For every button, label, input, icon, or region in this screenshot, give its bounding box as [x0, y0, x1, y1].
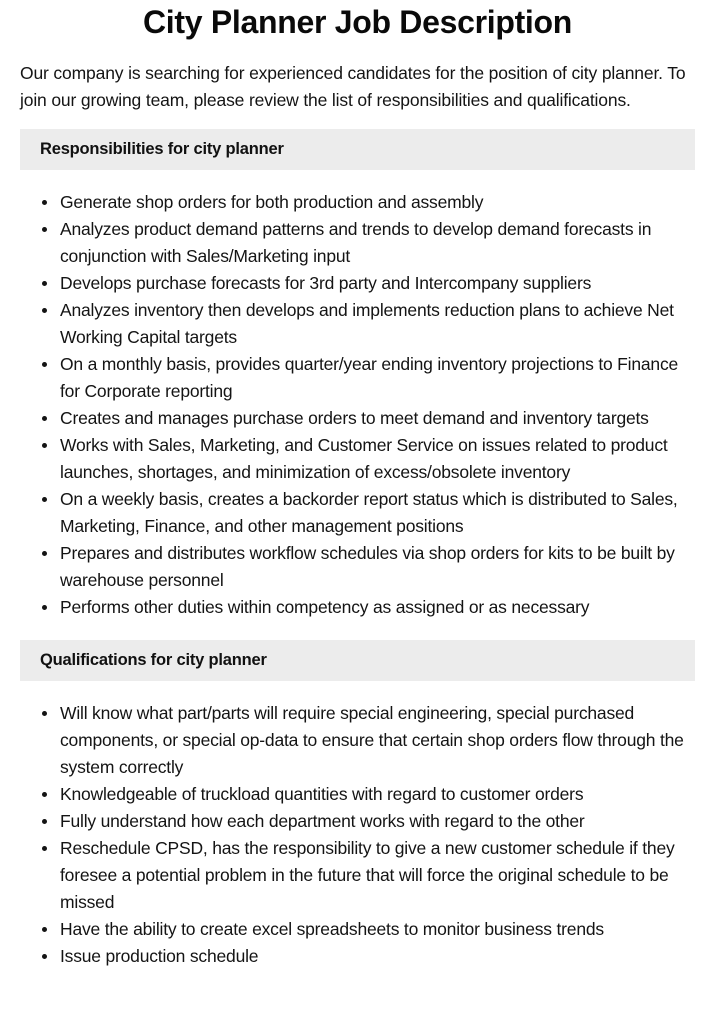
bullet-icon	[42, 227, 47, 232]
list-item-text: Have the ability to create excel spreadsheets to monitor business trends	[60, 919, 604, 939]
list-item	[60, 189, 695, 216]
responsibilities-header: Responsibilities for city planner	[20, 129, 695, 170]
intro-paragraph: Our company is searching for experienced candidates for the position of city planner. To join our growing team, please review the list of responsibilities and qualifications.	[20, 63, 686, 110]
list-item	[60, 270, 695, 297]
list-item-text: On a weekly basis, creates a backorder report status which is distributed to Sales, Marketing, Finance, and other management positions	[60, 489, 678, 536]
bullet-icon	[42, 443, 47, 448]
bullet-icon	[42, 792, 47, 797]
list-item-text: Issue production schedule	[60, 946, 259, 966]
list-item-text: Fully understand how each department works with regard to the other	[60, 811, 585, 831]
list-item-text: Reschedule CPSD, has the responsibility to give a new customer schedule if they foresee a potential problem in the future that will force the original schedule to be missed	[60, 838, 675, 912]
list-item	[60, 700, 695, 781]
list-item	[60, 594, 695, 621]
bullet-icon	[42, 954, 47, 959]
bullet-icon	[42, 819, 47, 824]
list-item-text: Performs other duties within competency as assigned or as necessary	[60, 597, 590, 617]
qualifications-header: Qualifications for city planner	[20, 640, 695, 681]
bullet-icon	[42, 551, 47, 556]
list-item-text: Works with Sales, Marketing, and Customer Service on issues related to product launches, shortages, and minimization of excess/obsolete inventory	[60, 435, 668, 482]
list-item-text: Prepares and distributes workflow schedules via shop orders for kits to be built by warehouse personnel	[60, 543, 675, 590]
bullet-icon	[42, 497, 47, 502]
bullet-icon	[42, 927, 47, 932]
list-item-text: Creates and manages purchase orders to meet demand and inventory targets	[60, 408, 649, 428]
bullet-icon	[42, 362, 47, 367]
list-item	[60, 405, 695, 432]
bullet-icon	[42, 308, 47, 313]
list-item	[60, 216, 695, 270]
list-item	[60, 540, 695, 594]
list-item-text: Analyzes product demand patterns and trends to develop demand forecasts in conjunction with Sales/Marketing input	[60, 219, 652, 266]
list-item	[60, 781, 695, 808]
qualifications-list	[20, 700, 695, 970]
bullet-icon	[42, 200, 47, 205]
responsibilities-list	[20, 189, 695, 621]
list-item-text: Develops purchase forecasts for 3rd party and Intercompany suppliers	[60, 273, 592, 293]
list-item-text: On a monthly basis, provides quarter/year ending inventory projections to Finance for Corporate reporting	[60, 354, 679, 401]
list-item	[60, 432, 695, 486]
bullet-icon	[42, 711, 47, 716]
list-item	[60, 835, 695, 916]
list-item	[60, 916, 695, 943]
page-title: City Planner Job Description	[142, 4, 573, 40]
list-item-text: Generate shop orders for both production and assembly	[60, 192, 484, 212]
list-item	[60, 351, 695, 405]
list-item	[60, 943, 695, 970]
list-item-text: Analyzes inventory then develops and implements reduction plans to achieve Net Working Capital targets	[60, 300, 674, 347]
list-item	[60, 808, 695, 835]
list-item	[60, 486, 695, 540]
list-item	[60, 297, 695, 351]
bullet-icon	[42, 605, 47, 610]
list-item-text: Will know what part/parts will require special engineering, special purchased components, or special op-data to ensure that certain shop orders flow through the system correctly	[60, 703, 684, 777]
list-item-text: Knowledgeable of truckload quantities with regard to customer orders	[60, 784, 584, 804]
bullet-icon	[42, 846, 47, 851]
bullet-icon	[42, 281, 47, 286]
bullet-icon	[42, 416, 47, 421]
